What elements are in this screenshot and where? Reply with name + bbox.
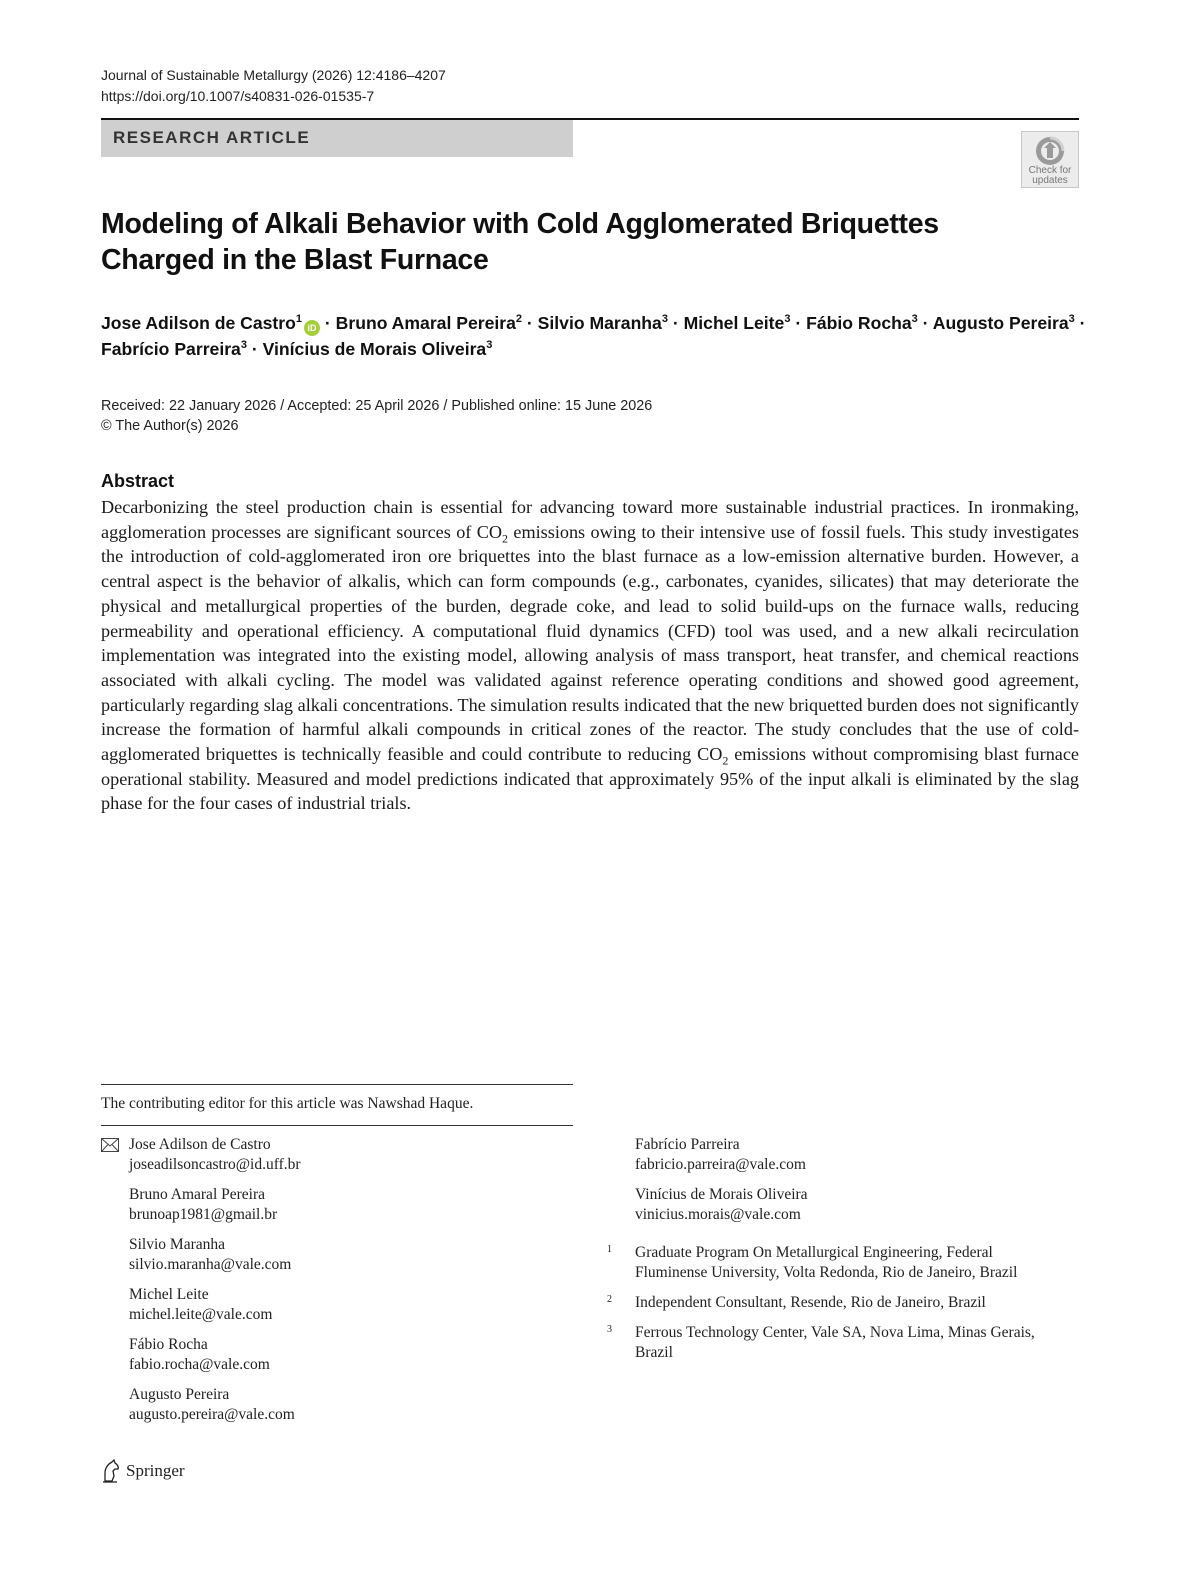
author-affiliation-ref: 3 [486, 339, 493, 351]
author-separator: · [320, 313, 336, 333]
abstract-text [101, 495, 1079, 816]
affiliation-text: Graduate Program On Metallurgical Engineering, Federal Fluminense University, Volta Redonda, Rio de Janeiro, Brazil [635, 1244, 1018, 1281]
subscript: 2 [502, 531, 508, 546]
contact-email[interactable]: michel.leite@vale.com [129, 1306, 273, 1323]
author-separator: · [790, 313, 807, 333]
envelope-icon [101, 1138, 119, 1152]
affiliation-text: Independent Consultant, Resende, Rio de Janeiro, Brazil [635, 1294, 986, 1311]
check-for-updates-line2: updates [1032, 175, 1068, 186]
author-name[interactable]: Fábio Rocha [806, 313, 912, 333]
contact-email[interactable]: fabio.rocha@vale.com [129, 1356, 270, 1373]
orcid-icon[interactable]: iD [304, 320, 320, 336]
affiliation-number: 3 [607, 1324, 612, 1335]
author-separator: · [667, 313, 684, 333]
contact-name: Jose Adilson de Castro [129, 1136, 271, 1153]
contact-name: Augusto Pereira [129, 1386, 230, 1403]
title-line-2: Charged in the Blast Furnace [101, 244, 489, 276]
contact-list-left [129, 1135, 549, 1435]
author-affiliation-ref: 3 [661, 313, 668, 325]
author-name[interactable]: Bruno Amaral Pereira [335, 313, 516, 333]
contact-email[interactable]: vinicius.morais@vale.com [635, 1206, 801, 1223]
title-line-1: Modeling of Alkali Behavior with Cold Agglomerated Briquettes [101, 208, 939, 240]
editor-note: The contributing editor for this article was Nawshad Haque. [101, 1095, 474, 1112]
author-affiliation-ref: 3 [911, 313, 918, 325]
affiliation-entry [607, 1293, 1047, 1313]
publisher-name: Springer [126, 1461, 185, 1480]
author-affiliation-ref: 3 [240, 339, 247, 351]
contact-entry [129, 1135, 549, 1175]
author-name[interactable]: Michel Leite [683, 313, 785, 333]
publication-history [101, 396, 652, 436]
contact-entry [129, 1185, 549, 1225]
subscript: 2 [722, 753, 729, 768]
contact-name: Michel Leite [129, 1286, 209, 1303]
contact-email[interactable]: brunoap1981@gmail.br [129, 1206, 278, 1223]
author-name[interactable]: Fabrício Parreira [101, 339, 241, 359]
contact-email[interactable]: joseadilsoncastro@id.uff.br [129, 1156, 301, 1173]
check-for-updates-icon [1035, 136, 1065, 166]
abstract-segment: Decarbonizing the steel production chain is essential for advancing toward more sustainable industrial practices. In ironmaking, agglomeration processes are significant sources of CO [101, 497, 1079, 542]
contact-name: Fabrício Parreira [635, 1136, 740, 1153]
author-separator: · [1074, 313, 1086, 333]
author-separator: · [522, 313, 538, 333]
check-for-updates-line1: Check for [1028, 165, 1072, 176]
author-separator: · [246, 339, 263, 359]
author-affiliation-ref: 3 [1068, 313, 1075, 325]
affiliation-entry [607, 1243, 1047, 1283]
footnote-rule [101, 1084, 573, 1085]
abstract-segment: emissions without compromising blast furnace operational stability. Measured and model predictions indicated that approximately 95% of the input alkali is eliminated by the slag phase for the four cases of industrial trials. [101, 744, 1079, 814]
contact-entry [129, 1235, 549, 1275]
affiliation-list [607, 1243, 1047, 1373]
affiliation-number: 2 [607, 1294, 612, 1305]
contact-email[interactable]: silvio.maranha@vale.com [129, 1256, 292, 1273]
author-name[interactable]: Jose Adilson de Castro [101, 313, 296, 333]
journal-citation: Journal of Sustainable Metallurgy (2026) 12:4186–4207 [101, 67, 446, 83]
affiliation-text: Ferrous Technology Center, Vale SA, Nova Lima, Minas Gerais, Brazil [635, 1324, 1035, 1361]
contact-entry [129, 1385, 549, 1425]
author-separator: · [917, 313, 933, 333]
author-affiliation-ref: 2 [515, 313, 523, 325]
doi-link[interactable]: https://doi.org/10.1007/s40831-026-01535-7 [101, 88, 375, 104]
copyright-notice: © The Author(s) 2026 [101, 418, 239, 434]
author-name[interactable]: Augusto Pereira [932, 313, 1069, 333]
author-name[interactable]: Silvio Maranha [537, 313, 662, 333]
author-name[interactable]: Vinícius de Morais Oliveira [262, 339, 487, 359]
contact-entry [129, 1285, 549, 1325]
publication-dates: Received: 22 January 2026 / Accepted: 25 April 2026 / Published online: 15 June 2026 [101, 398, 653, 414]
contact-name: Vinícius de Morais Oliveira [635, 1186, 808, 1203]
author-affiliation-ref: 1 [295, 313, 303, 325]
contact-entry [635, 1135, 1055, 1175]
journal-header [101, 65, 446, 107]
contact-name: Bruno Amaral Pereira [129, 1186, 266, 1203]
contact-name: Fábio Rocha [129, 1336, 208, 1353]
author-affiliation-ref: 3 [784, 313, 791, 325]
contact-email[interactable]: augusto.pereira@vale.com [129, 1406, 295, 1423]
article-title [101, 206, 1001, 278]
abstract-segment: emissions owing to their intensive use of fossil fuels. This study investigates the introduction of cold-agglomerated iron ore briquettes into the blast furnace as a low-emission alternative burden. However, a central aspect is the behavior of alkalis, which can form compounds (e.g., carbonates, cyanides, silicates) that may deteriorate the physical and metallurgical properties of the burden, degrade coke, and lead to solid build-ups on the furnace walls, reducing permeability and operational efficiency. A computational fluid dynamics (CFD) tool was used, and a new alkali recirculation implementation was integrated into the existing model, allowing analysis of mass transport, heat transfer, and chemical reactions associated with alkali cycling. The model was validated against reference operating conditions and showed good agreement, particularly regarding slag alkali concentrations. The simulation results indicated that the new briquetted burden does not significantly increase the formation of harmful alkali compounds in critical zones of the reactor. The study concludes that the use of cold-agglomerated briquettes is technically feasible and could contribute to reducing CO [101, 521, 1079, 765]
check-for-updates-badge[interactable] [1021, 131, 1079, 188]
springer-horse-icon [101, 1459, 121, 1483]
abstract-heading: Abstract [101, 471, 175, 491]
affiliation-number: 1 [607, 1244, 612, 1255]
contact-name: Silvio Maranha [129, 1236, 225, 1253]
contact-list-right [635, 1135, 1055, 1235]
contact-entry [129, 1335, 549, 1375]
affiliation-entry [607, 1323, 1047, 1363]
author-list [101, 310, 1091, 362]
footnote-rule [101, 1125, 573, 1126]
article-type-label: RESEARCH ARTICLE [113, 128, 311, 147]
contact-entry [635, 1185, 1055, 1225]
contact-email[interactable]: fabricio.parreira@vale.com [635, 1156, 806, 1173]
